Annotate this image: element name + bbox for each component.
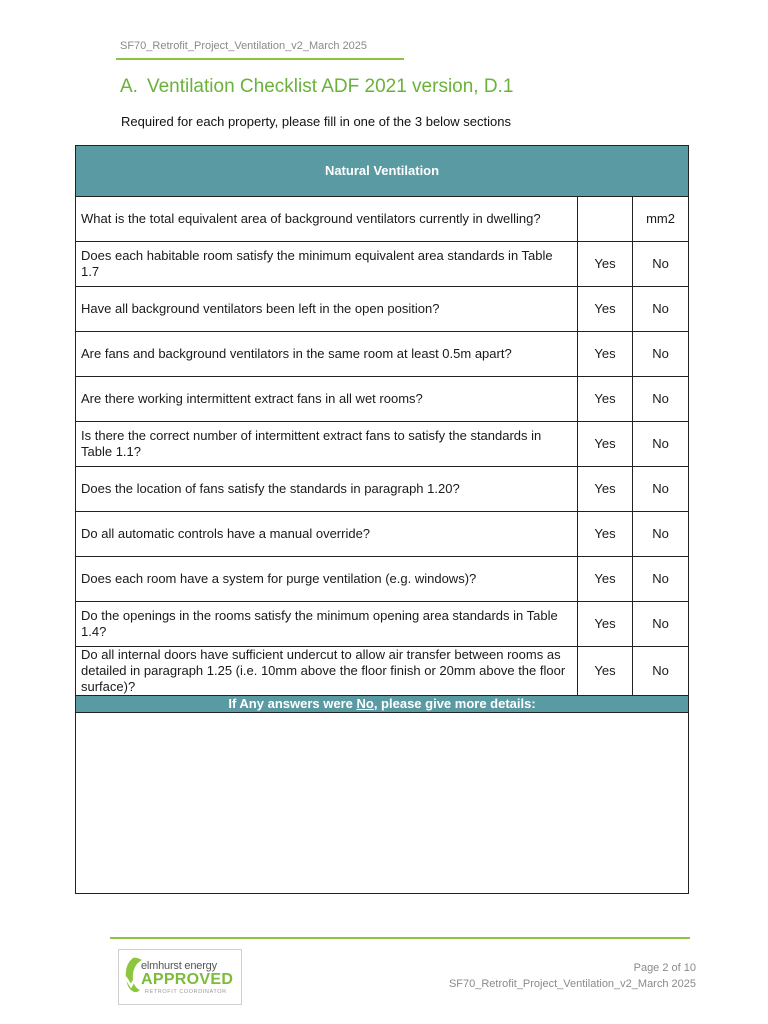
ventilation-checklist-table — [75, 145, 689, 894]
no-option[interactable]: No — [633, 602, 689, 647]
no-option[interactable]: No — [633, 377, 689, 422]
yes-option[interactable]: Yes — [578, 467, 633, 512]
no-option[interactable]: No — [633, 557, 689, 602]
details-row — [76, 713, 689, 894]
no-option[interactable]: No — [633, 467, 689, 512]
table-row — [76, 602, 689, 647]
table-row — [76, 557, 689, 602]
question-cell: Do all automatic controls have a manual override? — [76, 512, 578, 557]
question-cell: Are fans and background ventilators in the same room at least 0.5m apart? — [76, 332, 578, 377]
details-heading-row — [76, 696, 689, 713]
table-row — [76, 647, 689, 696]
yes-option[interactable]: Yes — [578, 287, 633, 332]
question-cell: Does each habitable room satisfy the minimum equivalent area standards in Table 1.7 — [76, 242, 578, 287]
elmhurst-approved-logo — [118, 949, 242, 1005]
logo-brand: elmhurst energy — [141, 960, 217, 972]
logo-subtitle: RETROFIT COORDINATOR — [145, 989, 227, 995]
question-cell: What is the total equivalent area of background ventilators currently in dwelling? — [76, 197, 578, 242]
table-row — [76, 332, 689, 377]
section-title — [120, 76, 513, 98]
question-cell: Is there the correct number of intermittent extract fans to satisfy the standards in Table 1.1? — [76, 422, 578, 467]
table-row — [76, 377, 689, 422]
no-option[interactable]: No — [633, 422, 689, 467]
details-heading-suffix: , please give more details: — [373, 696, 536, 711]
yes-option[interactable]: Yes — [578, 602, 633, 647]
answer-input-cell[interactable] — [578, 197, 633, 242]
question-cell: Do the openings in the rooms satisfy the minimum opening area standards in Table 1.4? — [76, 602, 578, 647]
footer-doc-name: SF70_Retrofit_Project_Ventilation_v2_March 2025 — [448, 978, 696, 990]
yes-option[interactable]: Yes — [578, 242, 633, 287]
yes-option[interactable]: Yes — [578, 647, 633, 696]
table-row — [76, 287, 689, 332]
unit-cell: mm2 — [633, 197, 689, 242]
question-cell: Does each room have a system for purge ventilation (e.g. windows)? — [76, 557, 578, 602]
table-row — [76, 422, 689, 467]
logo-approved: APPROVED — [141, 971, 234, 988]
section-instruction: Required for each property, please fill in one of the 3 below sections — [121, 114, 511, 129]
table-row — [76, 197, 689, 242]
no-option[interactable]: No — [633, 287, 689, 332]
table-row — [76, 242, 689, 287]
no-option[interactable]: No — [633, 512, 689, 557]
no-option[interactable]: No — [633, 647, 689, 696]
details-heading-prefix: If Any answers were — [228, 696, 357, 711]
yes-option[interactable]: Yes — [578, 557, 633, 602]
yes-option[interactable]: Yes — [578, 422, 633, 467]
question-cell: Do all internal doors have sufficient undercut to allow air transfer between rooms as detailed in paragraph 1.25 (i.e. 10mm above the floor finish or 20mm above the floor surface)? — [76, 647, 578, 696]
table-row — [76, 512, 689, 557]
table-heading-row — [76, 146, 689, 197]
header-doc-name: SF70_Retrofit_Project_Ventilation_v2_March 2025 — [120, 40, 368, 52]
footer-divider — [110, 937, 690, 939]
table-row — [76, 467, 689, 512]
table-heading: Natural Ventilation — [76, 146, 689, 197]
question-cell: Does the location of fans satisfy the standards in paragraph 1.20? — [76, 467, 578, 512]
no-option[interactable]: No — [633, 332, 689, 377]
question-cell: Have all background ventilators been left in the open position? — [76, 287, 578, 332]
yes-option[interactable]: Yes — [578, 512, 633, 557]
question-cell: Are there working intermittent extract fans in all wet rooms? — [76, 377, 578, 422]
yes-option[interactable]: Yes — [578, 377, 633, 422]
details-heading-no: No — [356, 696, 374, 711]
yes-option[interactable]: Yes — [578, 332, 633, 377]
details-heading — [76, 696, 689, 713]
page-number: Page 2 of 10 — [633, 962, 696, 974]
section-number: A. — [120, 76, 138, 97]
no-option[interactable]: No — [633, 242, 689, 287]
header-divider — [116, 58, 404, 60]
section-title-text: Ventilation Checklist ADF 2021 version, D.1 — [146, 76, 514, 97]
details-text-area[interactable] — [76, 713, 689, 894]
